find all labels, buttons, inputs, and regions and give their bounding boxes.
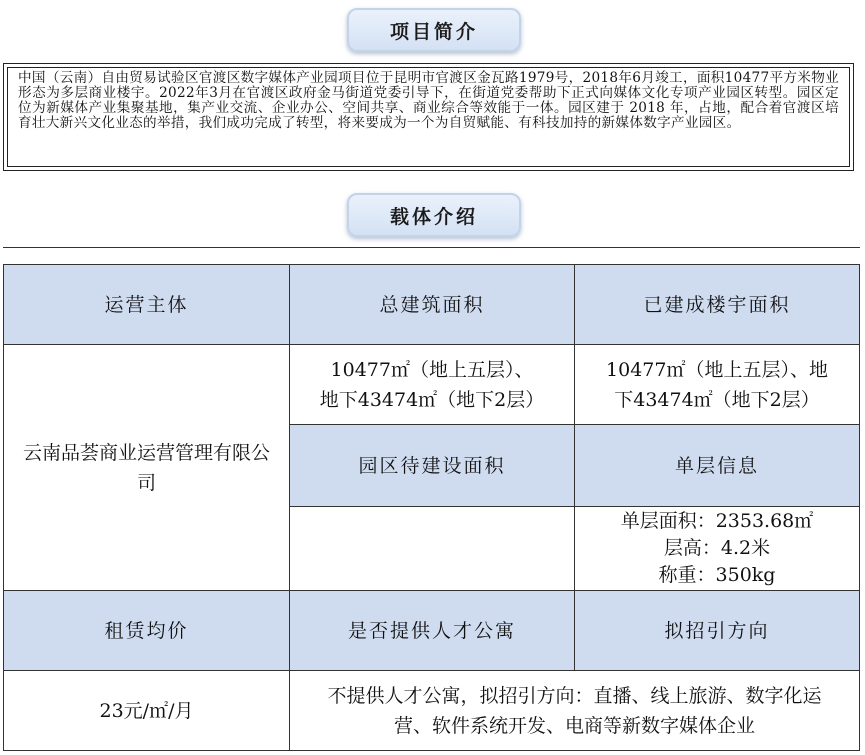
header-floor-info: 单层信息 bbox=[575, 425, 860, 507]
header-built-area: 已建成楼宇面积 bbox=[575, 265, 860, 345]
cell-built-area bbox=[575, 345, 860, 425]
total-area-line1: 10477㎡（地上五层）、 bbox=[330, 358, 534, 381]
cell-total-area bbox=[290, 345, 575, 425]
total-area-line2: 地下43474㎡（地下2层） bbox=[319, 388, 545, 411]
built-area-line1: 10477㎡（地上五层）、地 bbox=[606, 358, 828, 381]
cell-rent: 23元/㎡/月 bbox=[4, 671, 290, 751]
intro-box bbox=[3, 63, 854, 171]
cell-operator: 云南品荟商业运营管理有限公司 bbox=[4, 345, 290, 591]
carrier-table bbox=[3, 264, 860, 751]
floor-load: 称重：350kg bbox=[658, 564, 776, 586]
floor-area: 单层面积：2353.68㎡ bbox=[620, 510, 814, 532]
header-pending-area: 园区待建设面积 bbox=[290, 425, 575, 507]
cell-floor-info bbox=[575, 507, 860, 591]
built-area-line2: 下43474㎡（地下2层） bbox=[614, 388, 820, 411]
section-title-carrier-intro: 载体介绍 bbox=[347, 193, 521, 237]
cell-pending-area bbox=[290, 507, 575, 591]
table-row bbox=[4, 345, 860, 425]
section-title-project-intro: 项目简介 bbox=[347, 8, 521, 52]
header-total-area: 总建筑面积 bbox=[290, 265, 575, 345]
table-row bbox=[4, 671, 860, 751]
table-row bbox=[4, 265, 860, 345]
header-direction: 拟招引方向 bbox=[575, 591, 860, 671]
header-rent: 租赁均价 bbox=[4, 591, 290, 671]
floor-height: 层高：4.2米 bbox=[663, 537, 771, 559]
header-operator: 运营主体 bbox=[4, 265, 290, 345]
divider-line bbox=[3, 247, 860, 248]
intro-text: 中国（云南）自由贸易试验区官渡区数字媒体产业园项目位于昆明市官渡区金瓦路1979号，2018年6月竣工，面积10477平方米物业形态为多层商业楼宇。2022年3月在官渡区政府金马街道党委引导下，在街道党委帮助下正式向媒体文化专项产业园区转型。园区定位为新媒体产业集聚基地，集产业交流、企业办公、空间共享、商业综合等效能于一体。园区建于 2018 年，占地，配合着官渡区培育壮大新兴文化业态的举措，我们成功完成了转型，将来要成为一个为自贸赋能、有科技加持的新媒体数字产业园区。 bbox=[7, 67, 850, 167]
cell-apartment-direction: 不提供人才公寓，拟招引方向：直播、线上旅游、数字化运营、软件系统开发、电商等新数字媒体企业 bbox=[290, 671, 860, 751]
table-row bbox=[4, 591, 860, 671]
header-apartment: 是否提供人才公寓 bbox=[290, 591, 575, 671]
